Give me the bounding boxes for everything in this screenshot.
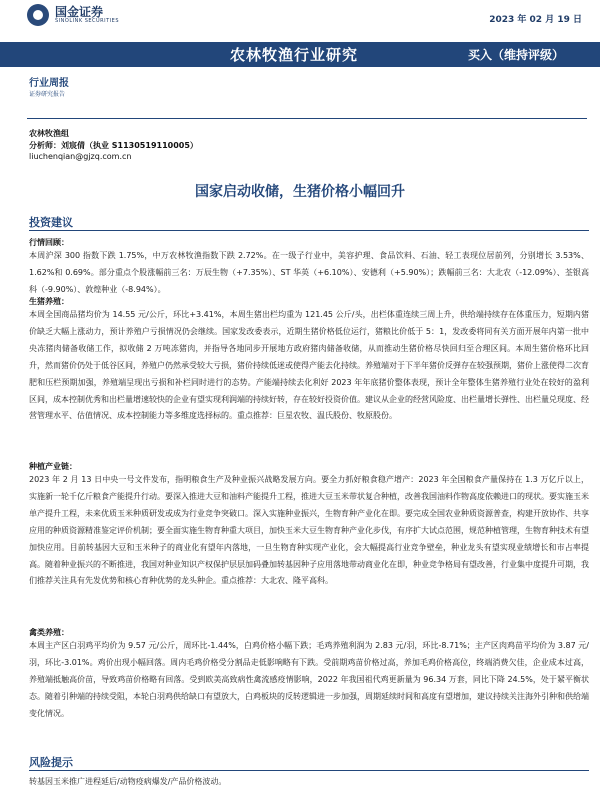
logo-text-cn: 国金证券 bbox=[55, 4, 104, 19]
report-subtype: 证券研究报告 bbox=[29, 91, 66, 98]
section-title-risk: 风险提示 bbox=[29, 756, 73, 769]
subheading-seed: 种植产业链： bbox=[29, 462, 77, 471]
analyst-email[interactable]: liuchenqian@gjzq.com.cn bbox=[29, 152, 132, 161]
subheading-poultry: 禽类养殖： bbox=[29, 628, 69, 637]
analyst-name: 分析师：刘宸倩（执业 S1130519110005） bbox=[29, 141, 198, 150]
report-type: 行业周报 bbox=[29, 78, 69, 89]
header-divider bbox=[27, 118, 587, 119]
subheading-market: 行情回顾： bbox=[29, 238, 69, 247]
paragraph-market: 本周沪深 300 指数下跌 1.75%，中万农林牧渔指数下跌 2.72%。在一级子行业中，美容护理、食品饮料、石油、轻工表现位居前列，分别增长 3.53%、1.62%和 0.69%。部分重点个股涨幅前三名：万辰生物（+7.35%）、ST 华英（+6.10%）、安德利（+5.90%）；跌幅前三名：大北农（-12.09%）、荃银高科（-9.90%）、敦煌种业（-8.94%）。 bbox=[29, 251, 589, 294]
report-title: 农林牧渔行业研究 bbox=[230, 46, 359, 64]
report-date: 2023 年 02 月 19 日 bbox=[489, 15, 582, 25]
analyst-group: 农林牧渔组 bbox=[29, 129, 69, 138]
rating-label: 买入（维持评级） bbox=[468, 48, 565, 62]
paragraph-poultry: 本周主产区白羽鸡平均价为 9.57 元/公斤，周环比-1.44%，白鸡价格小幅下跌；毛鸡养殖利润为 2.83 元/羽，环比-8.71%；主产区肉鸡苗平均价为 3.87 元/羽，环比-3.01%。鸡价出现小幅回落。周内毛鸡价格受分割品走低影响略有下跌。受前期鸡苗价格过高，养加毛鸡价格高位，终端消费欠佳，企业成本过高，养殖端抵触高价苗，导致鸡苗价格略有回落。受到欧美高致病性禽流感疫情影响，2022 年我国祖代鸡更新量为 96.34 万套，同比下降 24.5%，处于紧平衡状态。随着引种端的持续受阻，本轮白羽鸡供给缺口有望放大，白鸡板块的反转逻辑进一步加强，周期延续时间和高度有望增加，建议持续关注海外引种和供给端变化情况。 bbox=[29, 641, 589, 718]
headline: 国家启动收储，生猪价格小幅回升 bbox=[195, 184, 405, 200]
subheading-hog: 生猪养殖： bbox=[29, 297, 69, 306]
company-logo bbox=[27, 4, 119, 26]
paragraph-seed: 2023 年 2 月 13 日中央一号文件发布，指明粮食生产及种业振兴战略发展方向。要全力抓好粮食稳产增产：2023 年全国粮食产量保持在 1.3 万亿斤以上，实施新一轮千亿斤粮食产能提升行动。要深入推进大豆和油料产能提升工程，推进大豆玉米带状复合种植，改善我国油料作物高度依赖进口的现状。要实施玉米单产提升工程，未来优质玉米种质研发或成为行业竞争突破口。深入实施种业振兴，生物育种产业化在即。要完成全国农业种质资源普查，构建开放协作、共享应用的种质资源精准鉴定评价机制；要全面实施生物育种重大项目，加快玉米大豆生物育种产业化步伐，有序扩大试点范围，规范种植管理，生物育种技术有望加快应用。目前转基因大豆和玉米种子的商业化有望年内落地，一旦生物育种实现产业化，会大幅提高行业竞争壁垒，种业龙头有望实现业绩增长和市占率提高。随着种业振兴的不断推进，我国对种业知识产权保护层层加码叠加转基因种子应用落地带动商业化在即，种业竞争格局有望改善，行业集中度提升可期，我们推荐关注具有先发优势和核心育种优势的龙头种企。重点推荐：大北农、隆平高科。 bbox=[29, 475, 589, 586]
paragraph-risk: 转基因玉米推广进程延后/动物疫病爆发/产品价格波动。 bbox=[29, 777, 227, 786]
section-title-invest: 投资建议 bbox=[29, 216, 73, 229]
logo-mark-icon bbox=[27, 4, 49, 26]
paragraph-hog: 本周全国商品猪均价为 14.55 元/公斤，环比+3.41%，本周生猪出栏均重为 121.45 公斤/头，出栏体重连续三周上升，供给端持续存在体重压力，短期内猪价缺乏大幅上涨动力，预计养殖户亏损情况仍会继续。国家发改委表示，近期生猪价格低位运行，猪粮比价低于 5：1，发改委将同有关方面开展年内第一批中央冻猪肉储备收储工作，拟收储 2 万吨冻猪肉，并指导各地同步开展地方政府猪肉储备收储，从而推动生猪价格尽快回归至合理区间。本周生猪价格环比回升，然而猪价仍处于低谷区间，养殖户仍然承受较大亏损，猪价持续低迷或使得产能去化持续。养殖端对于下半年猪价反弹存在较强预期，猪价上涨使得二次育肥和压栏预期加强，养殖端呈现出亏损和补栏同时进行的态势。产能端持续去化利好 2023 年年底猪价整体表现，预计全年整体生猪养殖行业处在较好的盈利区间，成本控制优秀和出栏量增速较快的企业有望实现利润端的持续好转，存在较好投资价值。建议从企业的经营风险度、出栏量增长弹性、出栏量兑现度、经营管理水平、估值情况、成本控制能力等多维度选择标的。重点推荐：巨星农牧、温氏股份、牧原股份。 bbox=[29, 310, 589, 421]
logo-text-en: SINOLINK SECURITIES bbox=[55, 17, 119, 24]
section-rule-invest bbox=[29, 230, 589, 231]
section-rule-risk bbox=[29, 770, 589, 771]
